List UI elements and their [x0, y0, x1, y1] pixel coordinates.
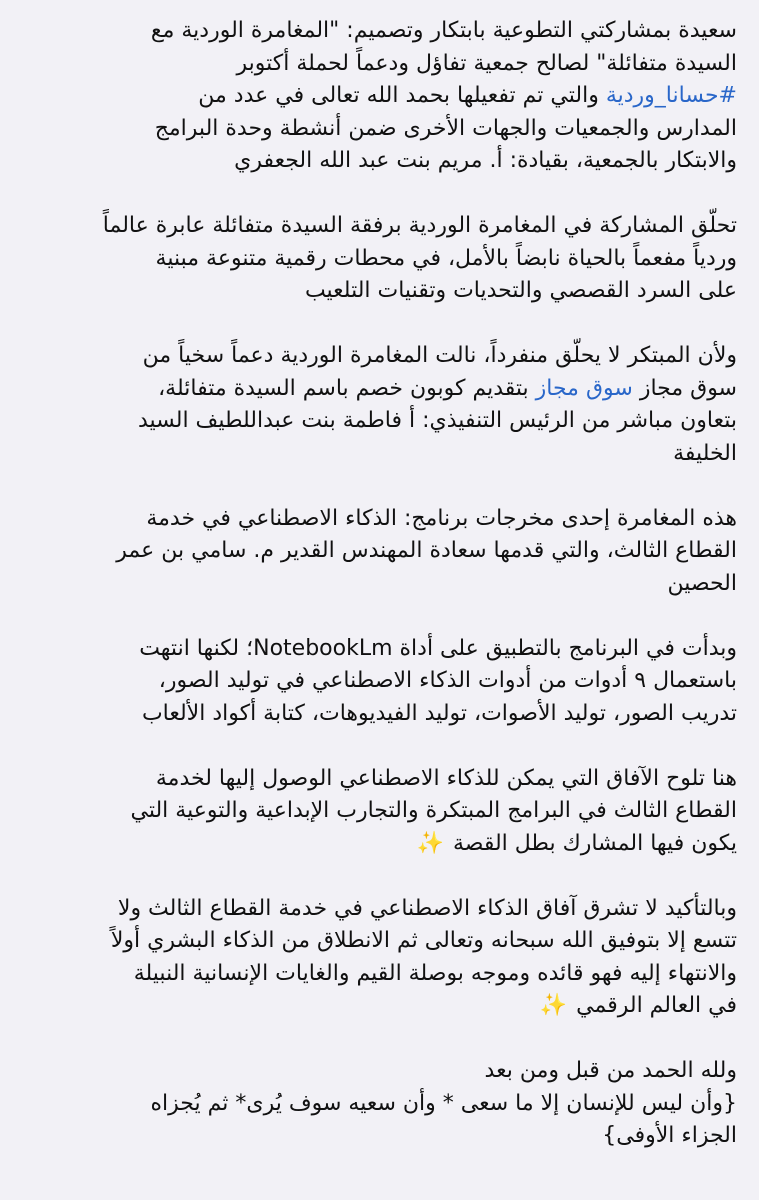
text-line: باستعمال ٩ أدوات من أدوات الذكاء الاصطناعي في توليد الصور،	[158, 668, 737, 693]
hashtag-link[interactable]: #حسانا_وردية	[605, 83, 737, 108]
text-line: ولله الحمد من قبل ومن بعد	[484, 1058, 737, 1083]
text-line: تتسع إلا بتوفيق الله سبحانه وتعالى ثم الانطلاق من الذكاء البشري أولاً	[110, 928, 737, 953]
paragraph-program	[18, 503, 737, 601]
text-line: والابتكار بالجمعية، بقيادة: أ. مريم بنت عبد الله الجعفري	[234, 148, 737, 173]
text-line: سعيدة بمشاركتي التطوعية بابتكار وتصميم: "المغامرة الوردية مع	[150, 18, 737, 43]
quran-verse-line: الجزاء الأوفى}	[602, 1123, 737, 1148]
paragraph-horizons	[18, 763, 737, 861]
text-line: القطاع الثالث في البرامج المبتكرة والتجارب الإبداعية والتوعية التي	[130, 798, 737, 823]
mention-link-souq-majaz[interactable]: سوق مجاز	[535, 375, 633, 401]
text-line: تحلّق المشاركة في المغامرة الوردية برفقة السيدة متفائلة عابرة عالماً	[102, 213, 737, 238]
text-line: المدارس والجمعيات والجهات الأخرى ضمن أنشطة وحدة البرامج	[154, 115, 737, 141]
paragraph-support	[18, 340, 737, 470]
quran-verse-line: {وأن ليس للإنسان إلا ما سعى * وأن سعيه سوف يُرى* ثم يُجزاه	[150, 1090, 737, 1116]
paragraph-closing	[18, 1055, 737, 1153]
text-line: الخليفة	[673, 440, 737, 466]
post-body	[18, 15, 737, 1153]
text-line: القطاع الثالث، والتي قدمها سعادة المهندس القدير م. سامي بن عمر	[116, 538, 737, 563]
text-line: السيدة متفائلة" لصالح جمعية تفاؤل ودعماً لحملة أكتوبر	[236, 50, 737, 76]
text-line	[18, 828, 737, 861]
text-line: على السرد القصصي والتحديات وتقنيات التلعيب	[304, 278, 737, 303]
paragraph-human-intelligence	[18, 893, 737, 1023]
text-line: وبالتأكيد لا تشرق آفاق الذكاء الاصطناعي في خدمة القطاع الثالث ولا	[117, 895, 737, 921]
text-line: هذه المغامرة إحدى مخرجات برنامج: الذكاء الاصطناعي في خدمة	[146, 505, 737, 531]
text-line	[18, 373, 737, 406]
text-line: تدريب الصور، توليد الأصوات، توليد الفيديوهات، كتابة أكواد الألعاب	[141, 700, 737, 726]
text-line: بتعاون مباشر من الرئيس التنفيذي: أ فاطمة بنت عبداللطيف السيد	[137, 408, 737, 433]
text-line: والانتهاء إليه فهو قائده وموجه بوصلة القيم والغايات الإنسانية النبيلة	[133, 960, 737, 986]
text-line	[18, 990, 737, 1023]
text-segment: في العالم الرقمي	[569, 993, 737, 1018]
text-line: ولأن المبتكر لا يحلّق منفرداً، نالت المغامرة الوردية دعماً سخياً من	[142, 343, 737, 368]
text-line	[18, 80, 737, 113]
sparkles-icon: ✨	[539, 993, 568, 1018]
text-segment: والتي تم تفعيلها بحمد الله تعالى في عدد من	[198, 83, 606, 108]
text-line: وردياً مفعماً بالحياة نابضاً بالأمل، في محطات رقمية متنوعة مبنية	[155, 245, 737, 271]
sparkles-icon: ✨	[416, 830, 444, 856]
text-segment: سوق مجاز	[632, 375, 737, 401]
paragraph-intro	[18, 15, 737, 178]
text-line: وبدأت في البرنامج بالتطبيق على أداة NotebookLm؛ لكنها انتهت	[139, 635, 737, 661]
paragraph-tools	[18, 633, 737, 731]
text-segment: بتقديم كوبون خصم باسم السيدة متفائلة،	[158, 375, 536, 401]
paragraph-adventure	[18, 210, 737, 308]
text-line: هنا تلوح الآفاق التي يمكن للذكاء الاصطناعي الوصول إليها لخدمة	[155, 765, 737, 791]
text-line: الحصين	[667, 570, 737, 596]
text-segment: يكون فيها المشارك بطل القصة	[445, 830, 737, 856]
